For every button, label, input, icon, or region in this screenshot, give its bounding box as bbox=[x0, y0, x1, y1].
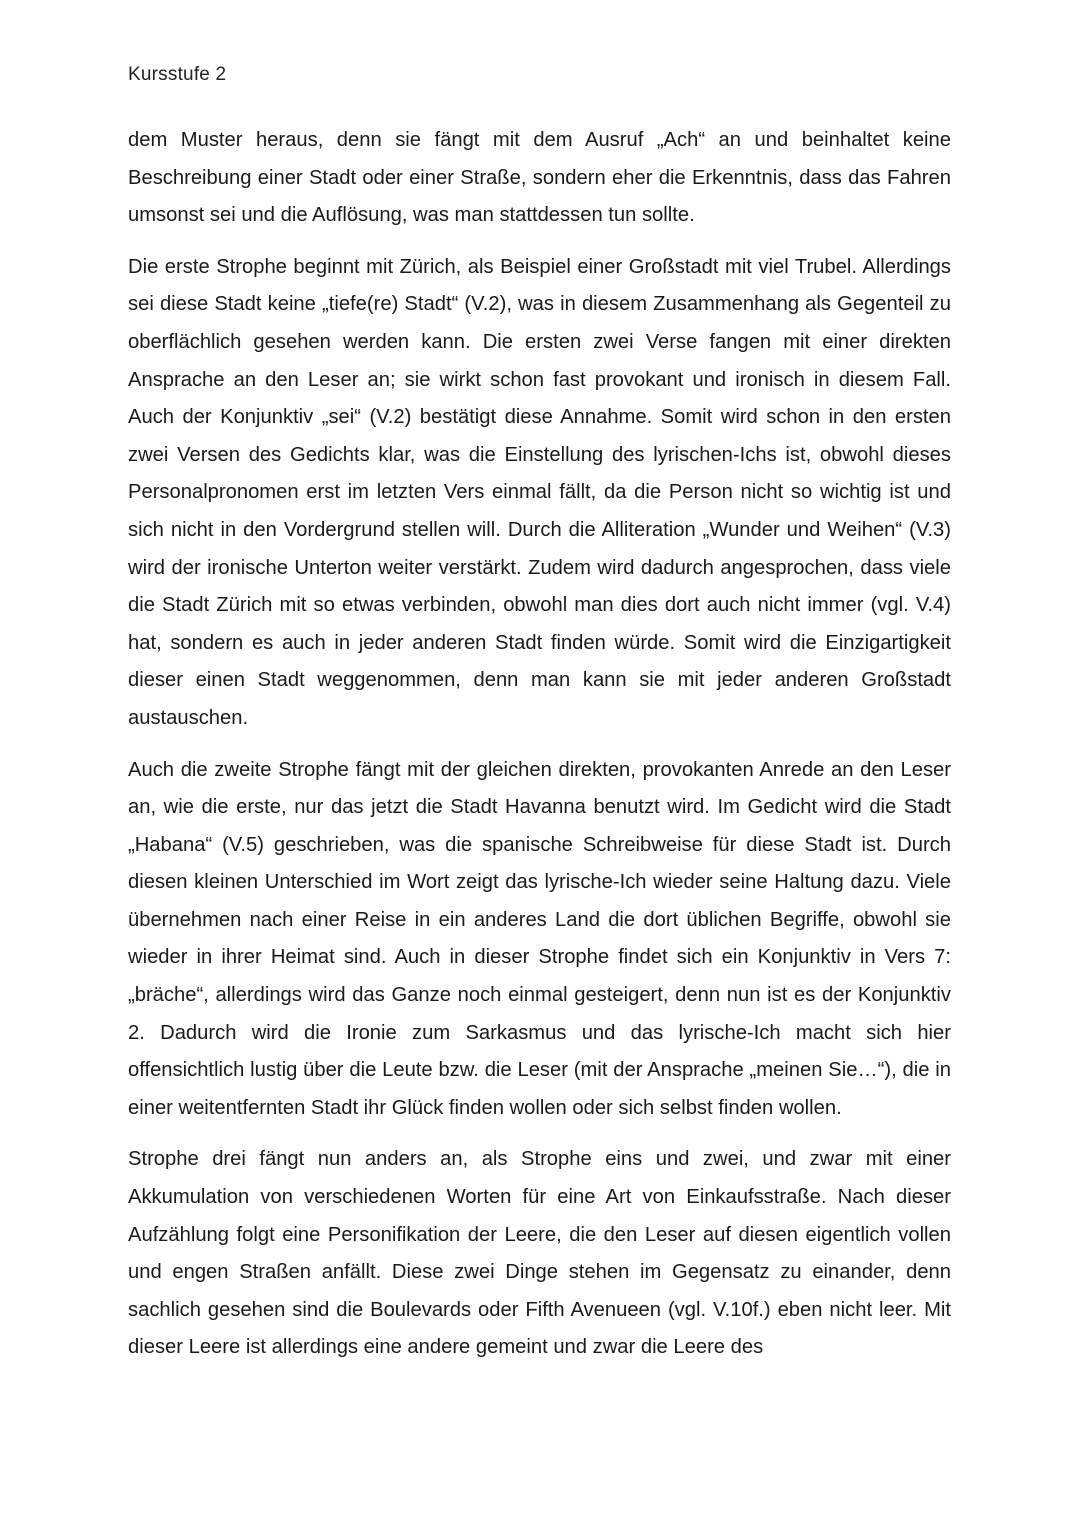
paragraph-1: dem Muster heraus, denn sie fängt mit dem Ausruf „Ach“ an und beinhaltet keine Beschreibung einer Stadt oder einer Straße, sondern eher die Erkenntnis, dass das Fahren umsonst sei und die Auflösung, was man stattdessen tun sollte. bbox=[128, 129, 951, 227]
page-header: Kursstufe 2 bbox=[128, 64, 227, 85]
paragraph-2: Die erste Strophe beginnt mit Zürich, als Beispiel einer Großstadt mit viel Trubel. Allerdings sei diese Stadt keine „tiefe(re) Stadt“ (V.2), was in diesem Zusammenhang als Gegenteil zu oberflächlich gesehen werden kann. Die ersten zwei Verse fangen mit einer direkten Ansprache an den Leser an; sie wirkt schon fast provokant und ironisch in diesem Fall. Auch der Konjunktiv „sei“ (V.2) bestätigt diese Annahme. Somit wird schon in den ersten zwei Versen des Gedichts klar, was die Einstellung des lyrischen-Ichs ist, obwohl dieses Personalpronomen erst im letzten Vers einmal fällt, da die Person nicht so wichtig ist und sich nicht in den Vordergrund stellen will. Durch die Alliteration „Wunder und Weihen“ (V.3) wird der ironische Unterton weiter verstärkt. Zudem wird dadurch angesprochen, dass viele die Stadt Zürich mit so etwas verbinden, obwohl man dies dort auch nicht immer (vgl. V.4) hat, sondern es auch in jeder anderen Stadt finden würde. Somit wird die Einzigartigkeit dieser einen Stadt weggenommen, denn man kann sie mit jeder anderen Großstadt austauschen. bbox=[128, 255, 951, 729]
paragraph-3: Auch die zweite Strophe fängt mit der gleichen direkten, provokanten Anrede an den Leser an, wie die erste, nur das jetzt die Stadt Havanna benutzt wird. Im Gedicht wird die Stadt „Habana“ (V.5) geschrieben, was die spanische Schreibweise für diese Stadt ist. Durch diesen kleinen Unterschied im Wort zeigt das lyrische-Ich wieder seine Haltung dazu. Viele übernehmen nach einer Reise in ein anderes Land die dort üblichen Begriffe, obwohl sie wieder in ihrer Heimat sind. Auch in dieser Strophe findet sich ein Konjunktiv in Vers 7: „bräche“, allerdings wird das Ganze noch einmal gesteigert, denn nun ist es der Konjunktiv 2. Dadurch wird die Ironie zum Sarkasmus und das lyrische-Ich macht sich hier offensichtlich lustig über die Leute bzw. die Leser (mit der Ansprache „meinen Sie…“), die in einer weitentfernten Stadt ihr Glück finden wollen oder sich selbst finden wollen. bbox=[128, 758, 951, 1119]
document-body bbox=[128, 122, 951, 1381]
paragraph-4: Strophe drei fängt nun anders an, als Strophe eins und zwei, und zwar mit einer Akkumulation von verschiedenen Worten für eine Art von Einkaufsstraße. Nach dieser Aufzählung folgt eine Personifikation der Leere, die den Leser auf diesen eigentlich vollen und engen Straßen anfällt. Diese zwei Dinge stehen im Gegensatz zu einander, denn sachlich gesehen sind die Boulevards oder Fifth Avenueen (vgl. V.10f.) eben nicht leer. Mit dieser Leere ist allerdings eine andere gemeint und zwar die Leere des bbox=[128, 1148, 951, 1359]
